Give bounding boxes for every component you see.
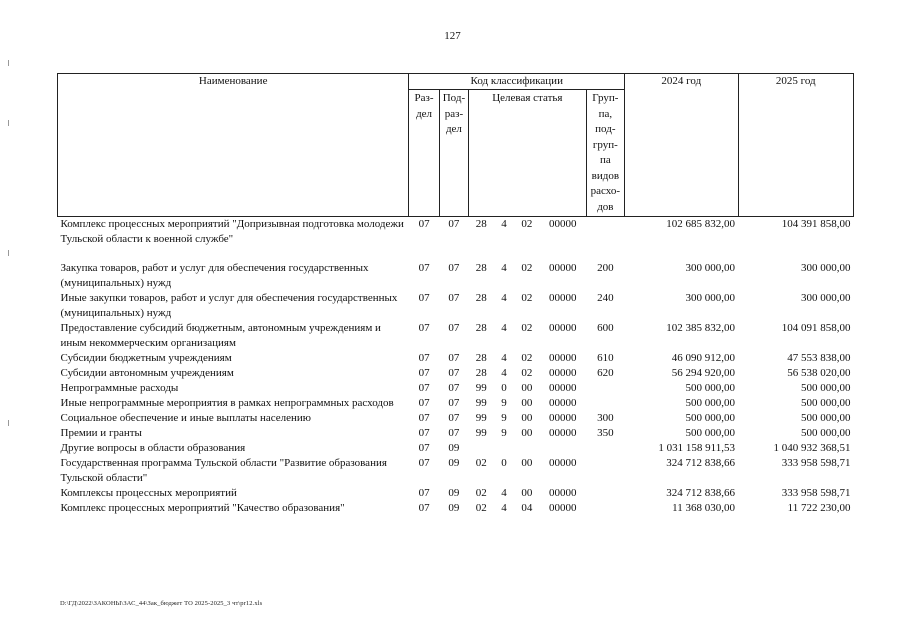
row-target-type: 4 <box>501 262 507 274</box>
row-amount-2025: 47 553 838,00 <box>787 352 851 364</box>
table-row <box>58 351 854 366</box>
row-target-direction: 00000 <box>549 218 577 230</box>
row-subsection: 07 <box>448 352 460 364</box>
row-expense-type: 200 <box>597 262 614 274</box>
row-subsection: 09 <box>448 487 460 499</box>
row-target-direction: 00000 <box>549 322 577 334</box>
table-row <box>58 291 854 321</box>
row-amount-2024: 46 090 912,00 <box>671 352 736 364</box>
row-target-program: 28 <box>475 262 487 274</box>
page-number: 127 <box>444 30 461 42</box>
row-amount-2025: 500 000,00 <box>801 427 851 439</box>
row-section: 07 <box>418 218 430 230</box>
row-target-direction: 00000 <box>549 427 577 439</box>
row-amount-2024: 324 712 838,66 <box>666 457 736 469</box>
margin-mark <box>8 60 9 66</box>
table-row <box>58 441 854 456</box>
table-row <box>58 411 854 426</box>
table-body <box>58 217 854 517</box>
row-section: 07 <box>418 382 430 394</box>
row-target-subprogram: 00 <box>521 397 533 409</box>
row-target-subprogram: 02 <box>521 352 533 364</box>
margin-mark <box>8 250 9 256</box>
row-name: Субсидии автономным учреждениям <box>60 367 234 379</box>
row-expense-type: 610 <box>597 352 614 364</box>
row-target-direction: 00000 <box>549 367 577 379</box>
header-target: Целевая статья <box>469 90 586 217</box>
table-row <box>58 501 854 516</box>
row-target-direction: 00000 <box>549 382 577 394</box>
row-amount-2025: 11 722 230,00 <box>787 502 851 514</box>
header-code: Код классификации <box>409 74 625 90</box>
row-expense-type: 240 <box>597 292 614 304</box>
row-target-program: 02 <box>475 457 487 469</box>
row-target-type: 9 <box>501 412 507 424</box>
row-target-program: 99 <box>475 382 487 394</box>
row-expense-type: 300 <box>597 412 614 424</box>
row-name: Субсидии бюджетным учреждениям <box>60 352 232 364</box>
table-row <box>58 261 854 291</box>
row-target-direction: 00000 <box>549 502 577 514</box>
row-section: 07 <box>418 397 430 409</box>
row-target-type: 9 <box>501 397 507 409</box>
table-row <box>58 486 854 501</box>
row-amount-2025: 1 040 932 368,51 <box>773 442 851 454</box>
footer-file-path: D:\ГД\2022\ЗАКОНЫ\ЗАС_44\Зак_бюджет ТО 2025-2025_3 чт\pr12.xls <box>60 600 263 607</box>
row-target-program: 28 <box>475 292 487 304</box>
row-amount-2024: 56 294 920,00 <box>671 367 736 379</box>
row-section: 07 <box>418 367 430 379</box>
row-subsection: 07 <box>448 367 460 379</box>
row-target-program: 28 <box>475 218 487 230</box>
table-row <box>58 366 854 381</box>
row-target-program: 28 <box>475 367 487 379</box>
margin-mark <box>8 120 9 126</box>
table-row <box>58 381 854 396</box>
header-expense-group: Груп- па, под- груп- па видов расхо- дов <box>586 90 625 217</box>
row-target-direction: 00000 <box>549 412 577 424</box>
header-name: Наименование <box>58 74 409 217</box>
header-section: Раз- дел <box>409 90 439 217</box>
margin-mark <box>8 420 9 426</box>
row-target-subprogram: 00 <box>521 382 533 394</box>
row-subsection: 07 <box>448 427 460 439</box>
row-name: Премии и гранты <box>60 427 142 439</box>
row-amount-2025: 500 000,00 <box>801 412 851 424</box>
row-expense-type <box>586 441 625 456</box>
row-amount-2025: 500 000,00 <box>801 397 851 409</box>
row-amount-2024: 11 368 030,00 <box>672 502 736 514</box>
row-target-subprogram: 02 <box>521 218 533 230</box>
row-section: 07 <box>418 292 430 304</box>
row-amount-2025: 104 391 858,00 <box>781 218 851 230</box>
row-target-program: 28 <box>475 352 487 364</box>
row-name: Иные закупки товаров, работ и услуг для обеспечения государственных (муниципальных) нужд <box>60 292 398 319</box>
row-target-direction: 00000 <box>549 262 577 274</box>
row-target-type: 4 <box>501 367 507 379</box>
row-expense-type <box>586 396 625 411</box>
row-section: 07 <box>418 262 430 274</box>
row-expense-type <box>586 486 625 501</box>
row-name: Закупка товаров, работ и услуг для обеспечения государственных (муниципальных) нужд <box>60 262 369 289</box>
row-expense-type <box>586 381 625 396</box>
row-target-type: 4 <box>501 322 507 334</box>
row-subsection: 07 <box>448 218 460 230</box>
row-target-subprogram: 00 <box>521 427 533 439</box>
row-amount-2025: 300 000,00 <box>801 262 851 274</box>
row-target-type: 4 <box>501 218 507 230</box>
row-target-subprogram: 00 <box>521 487 533 499</box>
row-name: Предоставление субсидий бюджетным, автономным учреждениям и иным некоммерческим организациям <box>60 322 381 349</box>
row-amount-2024: 1 031 158 911,53 <box>658 442 736 454</box>
row-section: 07 <box>418 442 430 454</box>
row-target-type: 0 <box>501 382 507 394</box>
row-amount-2025: 333 958 598,71 <box>781 487 851 499</box>
row-subsection: 07 <box>448 292 460 304</box>
row-name: Непрограммные расходы <box>60 382 179 394</box>
row-amount-2024: 500 000,00 <box>685 427 736 439</box>
row-expense-type <box>586 501 625 516</box>
row-subsection: 07 <box>448 412 460 424</box>
row-target-program: 99 <box>475 397 487 409</box>
row-section: 07 <box>418 427 430 439</box>
row-subsection: 07 <box>448 322 460 334</box>
row-subsection: 07 <box>448 262 460 274</box>
row-target-direction <box>539 441 586 456</box>
row-amount-2024: 500 000,00 <box>685 397 736 409</box>
header-subsection: Под- раз- дел <box>439 90 468 217</box>
row-subsection: 09 <box>448 502 460 514</box>
row-amount-2024: 324 712 838,66 <box>666 487 736 499</box>
row-target-direction: 00000 <box>549 397 577 409</box>
row-section: 07 <box>418 322 430 334</box>
row-expense-type: 350 <box>597 427 614 439</box>
table-row <box>58 396 854 411</box>
row-target-program: 02 <box>475 502 487 514</box>
row-expense-type: 600 <box>597 322 614 334</box>
row-amount-2024: 102 685 832,00 <box>666 218 736 230</box>
row-target-subprogram: 02 <box>521 322 533 334</box>
table-row <box>58 456 854 486</box>
row-target-subprogram: 00 <box>521 412 533 424</box>
row-amount-2025: 56 538 020,00 <box>787 367 851 379</box>
row-target-direction: 00000 <box>549 352 577 364</box>
table-row <box>58 217 854 261</box>
row-subsection: 07 <box>448 382 460 394</box>
row-name: Комплексы процессных мероприятий <box>60 487 237 499</box>
row-target-subprogram: 02 <box>521 262 533 274</box>
row-name: Государственная программа Тульской области "Развитие образования Тульской области" <box>60 457 387 484</box>
row-section: 07 <box>418 412 430 424</box>
row-section: 07 <box>418 352 430 364</box>
row-target-type: 4 <box>501 292 507 304</box>
row-subsection: 09 <box>448 457 460 469</box>
row-target-subprogram: 04 <box>521 502 533 514</box>
table-row <box>58 426 854 441</box>
budget-table <box>57 73 854 516</box>
row-target-direction: 00000 <box>549 292 577 304</box>
row-name: Другие вопросы в области образования <box>60 442 246 454</box>
row-section: 07 <box>418 487 430 499</box>
header-year-2025: 2025 год <box>738 74 853 217</box>
row-target-program: 99 <box>475 412 487 424</box>
row-target-program: 99 <box>475 427 487 439</box>
row-target-type: 0 <box>501 457 507 469</box>
row-amount-2025: 300 000,00 <box>801 292 851 304</box>
row-target-type: 4 <box>501 502 507 514</box>
row-amount-2024: 500 000,00 <box>685 412 736 424</box>
row-name: Иные непрограммные мероприятия в рамках непрограммных расходов <box>60 397 394 409</box>
row-target-program <box>469 441 494 456</box>
row-amount-2025: 104 091 858,00 <box>781 322 851 334</box>
row-expense-type <box>586 456 625 486</box>
row-target-type <box>494 441 514 456</box>
row-expense-type: 620 <box>597 367 614 379</box>
header-year-2024: 2024 год <box>625 74 738 217</box>
row-section: 07 <box>418 457 430 469</box>
row-target-subprogram <box>514 441 539 456</box>
row-target-subprogram: 02 <box>521 292 533 304</box>
row-amount-2024: 300 000,00 <box>685 292 736 304</box>
row-amount-2024: 500 000,00 <box>685 382 736 394</box>
row-target-subprogram: 02 <box>521 367 533 379</box>
row-section: 07 <box>418 502 430 514</box>
row-target-direction: 00000 <box>549 457 577 469</box>
row-name: Социальное обеспечение и иные выплаты населению <box>60 412 312 424</box>
row-target-type: 4 <box>501 352 507 364</box>
row-amount-2025: 333 958 598,71 <box>781 457 851 469</box>
row-target-subprogram: 00 <box>521 457 533 469</box>
row-amount-2024: 300 000,00 <box>685 262 736 274</box>
row-target-program: 02 <box>475 487 487 499</box>
row-target-direction: 00000 <box>549 487 577 499</box>
row-subsection: 09 <box>448 442 460 454</box>
row-expense-type <box>586 217 625 261</box>
row-target-program: 28 <box>475 322 487 334</box>
table-row <box>58 321 854 351</box>
row-amount-2024: 102 385 832,00 <box>666 322 736 334</box>
row-target-type: 9 <box>501 427 507 439</box>
row-name: Комплекс процессных мероприятий "Качество образования" <box>60 502 345 514</box>
row-subsection: 07 <box>448 397 460 409</box>
row-amount-2025: 500 000,00 <box>801 382 851 394</box>
row-name: Комплекс процессных мероприятий "Допризывная подготовка молодежи Тульской области к военной службе" <box>60 218 404 245</box>
row-target-type: 4 <box>501 487 507 499</box>
table-header <box>58 74 854 217</box>
